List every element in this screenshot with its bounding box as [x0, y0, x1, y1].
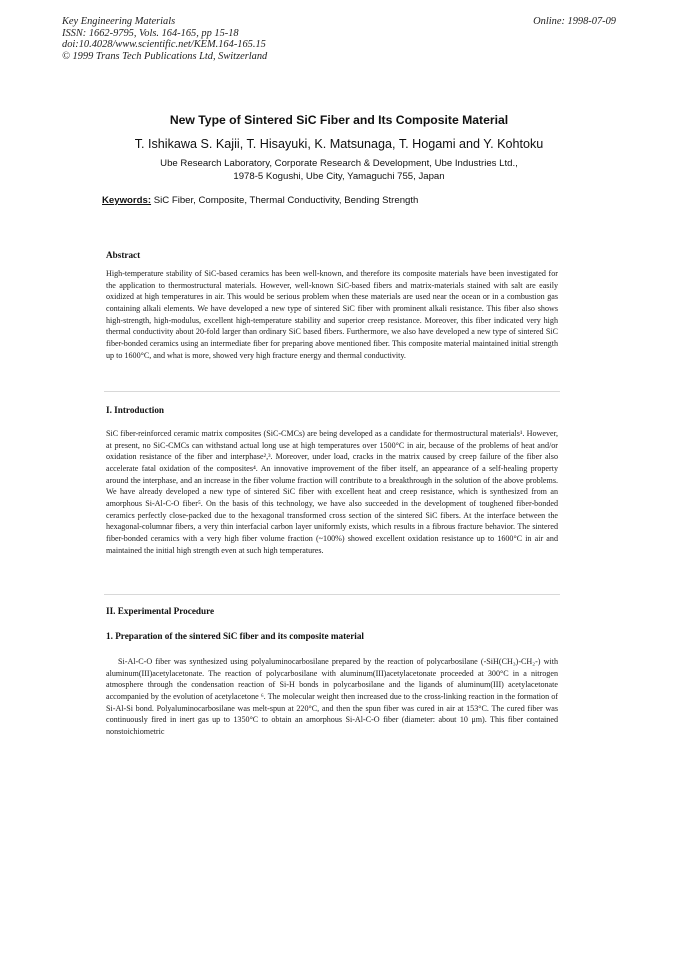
copyright-line: © 1999 Trans Tech Publications Ltd, Switzerland — [62, 50, 268, 62]
section-divider — [104, 594, 560, 595]
section-divider — [104, 391, 560, 392]
abstract-heading: Abstract — [106, 250, 141, 260]
affiliation — [0, 158, 678, 183]
keywords-text: SiC Fiber, Composite, Thermal Conductivity, Bending Strength — [153, 195, 419, 206]
paper-title: New Type of Sintered SiC Fiber and Its Composite Material — [169, 113, 509, 127]
abstract-text: High-temperature stability of SiC-based ceramics has been well-known, and therefore its composite materials have been investigated for the application to thermostructural materials. However, well-known SiC-based fibers and matrix-materials stained with salt are easily oxidized at high temperatures in air. This would be serious problem when these materials are used near the ocean or in a combustion gas containing alkali elements. We have developed a new type of sintered SiC fiber with prominent alkali resistance. This fiber also shows high-strength, high-modulus, excellent high-temperature stability and superior creep resistance. Moreover, this fiber indicated very high thermal conductivity about 20-fold larger than ordinary SiC based fibers. Furthermore, we also have developed a new type of sintered SiC fiber-bonded ceramics using an intermediate fiber for preparing above mentioned fiber. This composite material maintained initial strength up to 1600°C, and what is more, showed very high fracture energy and thermal conductivity. — [106, 269, 558, 360]
experimental-text: Si-Al-C-O fiber was synthesized using polyaluminocarbosilane prepared by the reaction of polycarbosilane (-SiH(CH₃)-CH₂-) with aluminum(III)acetylacetonate. The reaction of polycarbosilane with aluminum(III)acetylacetonate proceeded at 300°C in a nitrogen atmosphere through the condensation reaction of Si-H bonds in polycarbosilane and the ligands of aluminum(III) acetylacetonate accompanied by the evolution of acetylacetone ⁶. The molecular weight then increased due to the cross-linking reaction in the formation of Si-Al-Si bond. Polyaluminocarbosilane was melt-spun at 220°C, and then the spun fiber was cured in air at 153°C. The cured fiber was continuously fired in inert gas up to 1350°C to obtain an amorphous Si-Al-C-O fiber (diameter: about 10 μm). This fiber contained nonstoichiometric — [106, 657, 558, 736]
keywords-label: Keywords: — [102, 195, 152, 206]
experimental-heading: II. Experimental Procedure — [106, 606, 215, 616]
doi-line: doi:10.4028/www.scientific.net/KEM.164-165.15 — [62, 39, 266, 51]
author-list: T. Ishikawa S. Kajii, T. Hisayuki, K. Matsunaga, T. Hogami and Y. Kohtoku — [134, 137, 544, 151]
affiliation-line-2: 1978-5 Kogushi, Ube City, Yamaguchi 755, Japan — [233, 170, 445, 182]
experimental-subheading: 1. Preparation of the sintered SiC fiber and its composite material — [106, 631, 364, 641]
issn-line: ISSN: 1662-9795, Vols. 164-165, pp 15-18 — [62, 27, 239, 39]
journal-name: Key Engineering Materials — [62, 16, 176, 27]
keywords — [102, 195, 418, 206]
publication-header — [62, 16, 267, 62]
online-date: Online: 1998-07-09 — [533, 16, 616, 27]
introduction-heading: I. Introduction — [106, 405, 165, 415]
affiliation-line-1: Ube Research Laboratory, Corporate Research & Development, Ube Industries Ltd., — [160, 158, 518, 169]
introduction-text: SiC fiber-reinforced ceramic matrix composites (SiC-CMCs) are being developed as a candidate for thermostructural materials¹. However, at present, no SiC-CMCs can withstand actual long use at high temperatures over 1500°C in air, because of the problems of heat and/or oxidation resistance of the fiber and interphase²,³. Moreover, under load, cracks in the matrix caused by creep failure of the fiber also accelerate fatal oxidation of the composites⁴. An innovative improvement of the fiber itself, an appearance of a self-healing property around the interphase, and an increase in the fiber volume fraction will contribute to a breakthrough in the solution of the above problems. We have already developed a new type of sintered SiC fiber with excellent heat and creep resistance, which is synthesized from an amorphous Si-Al-C-O fiber⁵. On the basis of this technology, we have also succeeded in the development of toughened fiber-bonded ceramics perfectly close-packed due to the hexagonal transformed cross section of the sintered SiC fibers. At the interface between the hexagonal-columnar fibers, a very thin interfacial carbon layer uniformly exists, which results in a fibrous fracture behavior. The sintered fiber-bonded ceramics with a very high fiber volume fraction (~100%) showed excellent oxidation resistance up to 1600°C in air and maintained the initial high strength even at such high temperatures. — [106, 429, 558, 555]
